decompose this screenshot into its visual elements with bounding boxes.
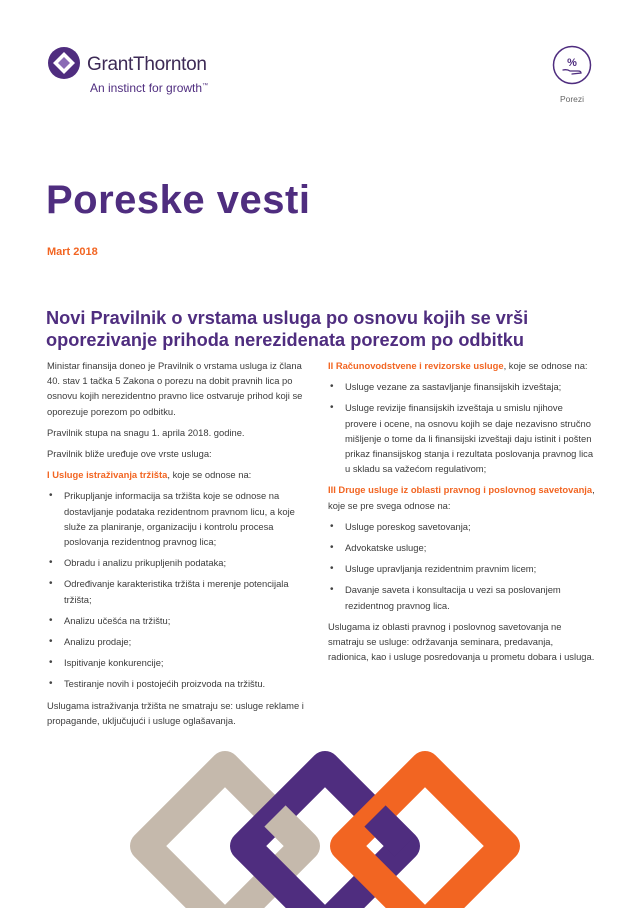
section-list (328, 379, 596, 476)
badge-label: Porezi (559, 94, 585, 104)
list-item: • Usluge vezane za sastavljanje finansijskih izveštaja; (328, 379, 596, 394)
grant-thornton-logo (47, 44, 247, 104)
list-item: • Prikupljanje informacija sa tržišta koje se odnose na dostavljanje podataka rezidentnom pravnom licu, a koje služe za planiranje, organizaciju i kontrolu procesa poslovanja rezidentnog pravnog lica; (47, 488, 313, 549)
right-column (328, 358, 596, 670)
orange-link-shape (345, 766, 505, 908)
list-item: • Obradu i analizu prikupljenih podataka; (47, 555, 313, 570)
beige-overlap-shape (275, 816, 305, 846)
section-list (328, 519, 596, 613)
list-item: • Testiranje novih i postojećih proizvoda na tržištu. (47, 676, 313, 691)
list-item: • Analizu učešća na tržištu; (47, 613, 313, 628)
section-heading: III Druge usluge iz oblasti pravnog i poslovnog savetovanja, koje se pre svega odnose na: (328, 484, 595, 511)
list-item: • Ispitivanje konkurencije; (47, 655, 313, 670)
intro-paragraph: Pravilnik bliže uređuje ove vrste usluga: (47, 448, 212, 460)
list-item: • Određivanje karakteristika tržišta i merenje potencijala tržišta; (47, 576, 313, 606)
section-list (47, 488, 313, 691)
list-item: • Usluge revizije finansijskih izveštaja u smislu njihove provere i ocene, na osnovu kojih se daje nezavisno stručno mišljenje o tome da li finansijski izveštaji daju istinit i pošten prikaz finansijskog stanja i rezultata poslovanja pravnog lica u skladu sa važećom regulativom; (328, 400, 596, 476)
logo-name: GrantThornton (87, 54, 207, 75)
list-item: • Advokatske usluge; (328, 540, 596, 555)
percent-hand-icon (552, 45, 592, 85)
decorative-links-graphic (0, 738, 642, 908)
list-item: • Analizu prodaje; (47, 634, 313, 649)
logo-tagline: An instinct for growth™ (90, 81, 209, 95)
logo-mark-icon (47, 46, 81, 80)
section-heading: II Računovodstvene i revizorske usluge, koje se odnose na: (328, 360, 588, 371)
list-item: • Usluge poreskog savetovanja; (328, 519, 596, 534)
page-title: Poreske vesti (46, 178, 311, 222)
intro-paragraph: Ministar finansija doneo je Pravilnik o vrstama usluga iz člana 40. stav 1 tačka 5 Zakona o porezu na dobit pravnih lica po osnovu kojih nerezidentno pravno lice ostvaruje prihod koji se oporezuje porezom po odbitku. (47, 360, 303, 417)
intro-paragraph: Pravilnik stupa na snagu 1. aprila 2018. godine. (47, 426, 245, 438)
purple-overlap-shape (375, 816, 405, 846)
list-item: • Davanje saveta i konsultacija u vezi sa poslovanjem rezidentnog pravnog lica. (328, 582, 596, 612)
category-badge (552, 45, 592, 90)
section-note: Uslugama istraživanja tržišta ne smatraju se: usluge reklame i propagande, uključujući i usluge oglašavanja. (47, 699, 304, 726)
left-column (47, 358, 313, 734)
section-heading: I Usluge istraživanja tržišta, koje se odnose na: (47, 469, 252, 481)
list-item: • Usluge upravljanja rezidentnim pravnim licem; (328, 561, 596, 576)
issue-date: Mart 2018 (47, 246, 98, 258)
article-headline: Novi Pravilnik o vrstama usluga po osnovu kojih se vrši oporezivanje prihoda nerezidenata porezom po odbitku (46, 308, 529, 350)
section-note: Uslugama iz oblasti pravnog i poslovnog savetovanja ne smatraju se usluge: održavanja seminara, predavanja, radionica, kao i usluge posredovanja u prometu dobara i usluga. (328, 620, 595, 663)
svg-text:%: % (567, 57, 577, 69)
